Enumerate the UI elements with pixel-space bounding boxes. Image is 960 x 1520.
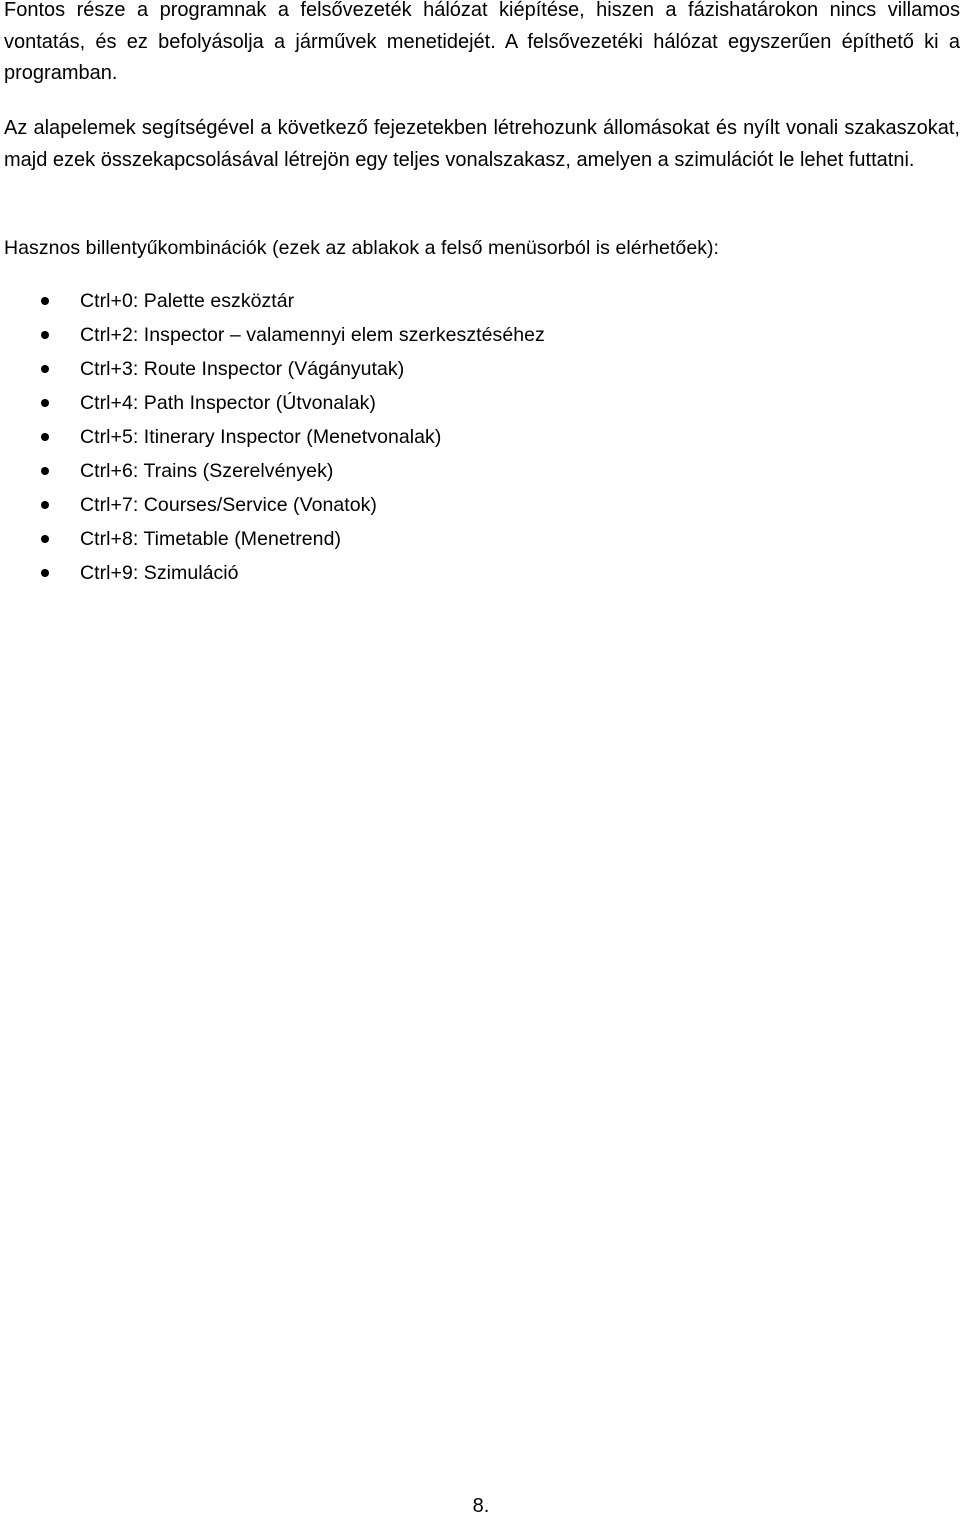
paragraph-basic-elements: Az alapelemek segítségével a következő fejezetekben létrehozunk állomásokat és nyílt vonali szakaszokat, majd ezek összekapcsolásával létrejön egy teljes vonalszakasz, amelyen a szimulációt le lehet futtatni. <box>4 117 960 171</box>
shortcut-text: Ctrl+0: Palette eszköztár <box>80 290 295 312</box>
shortcut-text: Ctrl+7: Courses/Service (Vonatok) <box>80 494 377 516</box>
shortcut-text: Ctrl+4: Path Inspector (Útvonalak) <box>80 392 376 414</box>
bullet-icon <box>41 297 49 305</box>
bullet-icon <box>41 433 49 441</box>
shortcut-text: Ctrl+6: Trains (Szerelvények) <box>80 460 334 482</box>
bullet-icon <box>41 501 49 509</box>
shortcut-text: Ctrl+5: Itinerary Inspector (Menetvonalak) <box>80 426 442 448</box>
shortcut-text: Ctrl+9: Szimuláció <box>80 562 239 584</box>
shortcut-text: Ctrl+3: Route Inspector (Vágányutak) <box>80 358 405 380</box>
bullet-icon <box>41 467 49 475</box>
bullet-icon <box>41 399 49 407</box>
shortcut-text: Ctrl+8: Timetable (Menetrend) <box>80 528 342 550</box>
bullet-icon <box>41 365 49 373</box>
bullet-icon <box>41 331 49 339</box>
bullet-icon <box>41 535 49 543</box>
page-number: 8. <box>472 1495 490 1517</box>
shortcuts-intro: Hasznos billentyűkombinációk (ezek az ablakok a felső menüsorból is elérhetőek): <box>4 237 720 259</box>
paragraph-overhead-network: Fontos része a programnak a felsővezeték hálózat kiépítése, hiszen a fázishatárokon nincs villamos vontatás, és ez befolyásolja a járművek menetidejét. A felsővezetéki hálózat egyszerűen építhető ki a programban. <box>4 0 960 84</box>
bullet-icon <box>41 569 49 577</box>
shortcut-text: Ctrl+2: Inspector – valamennyi elem szerkesztéséhez <box>80 324 545 346</box>
